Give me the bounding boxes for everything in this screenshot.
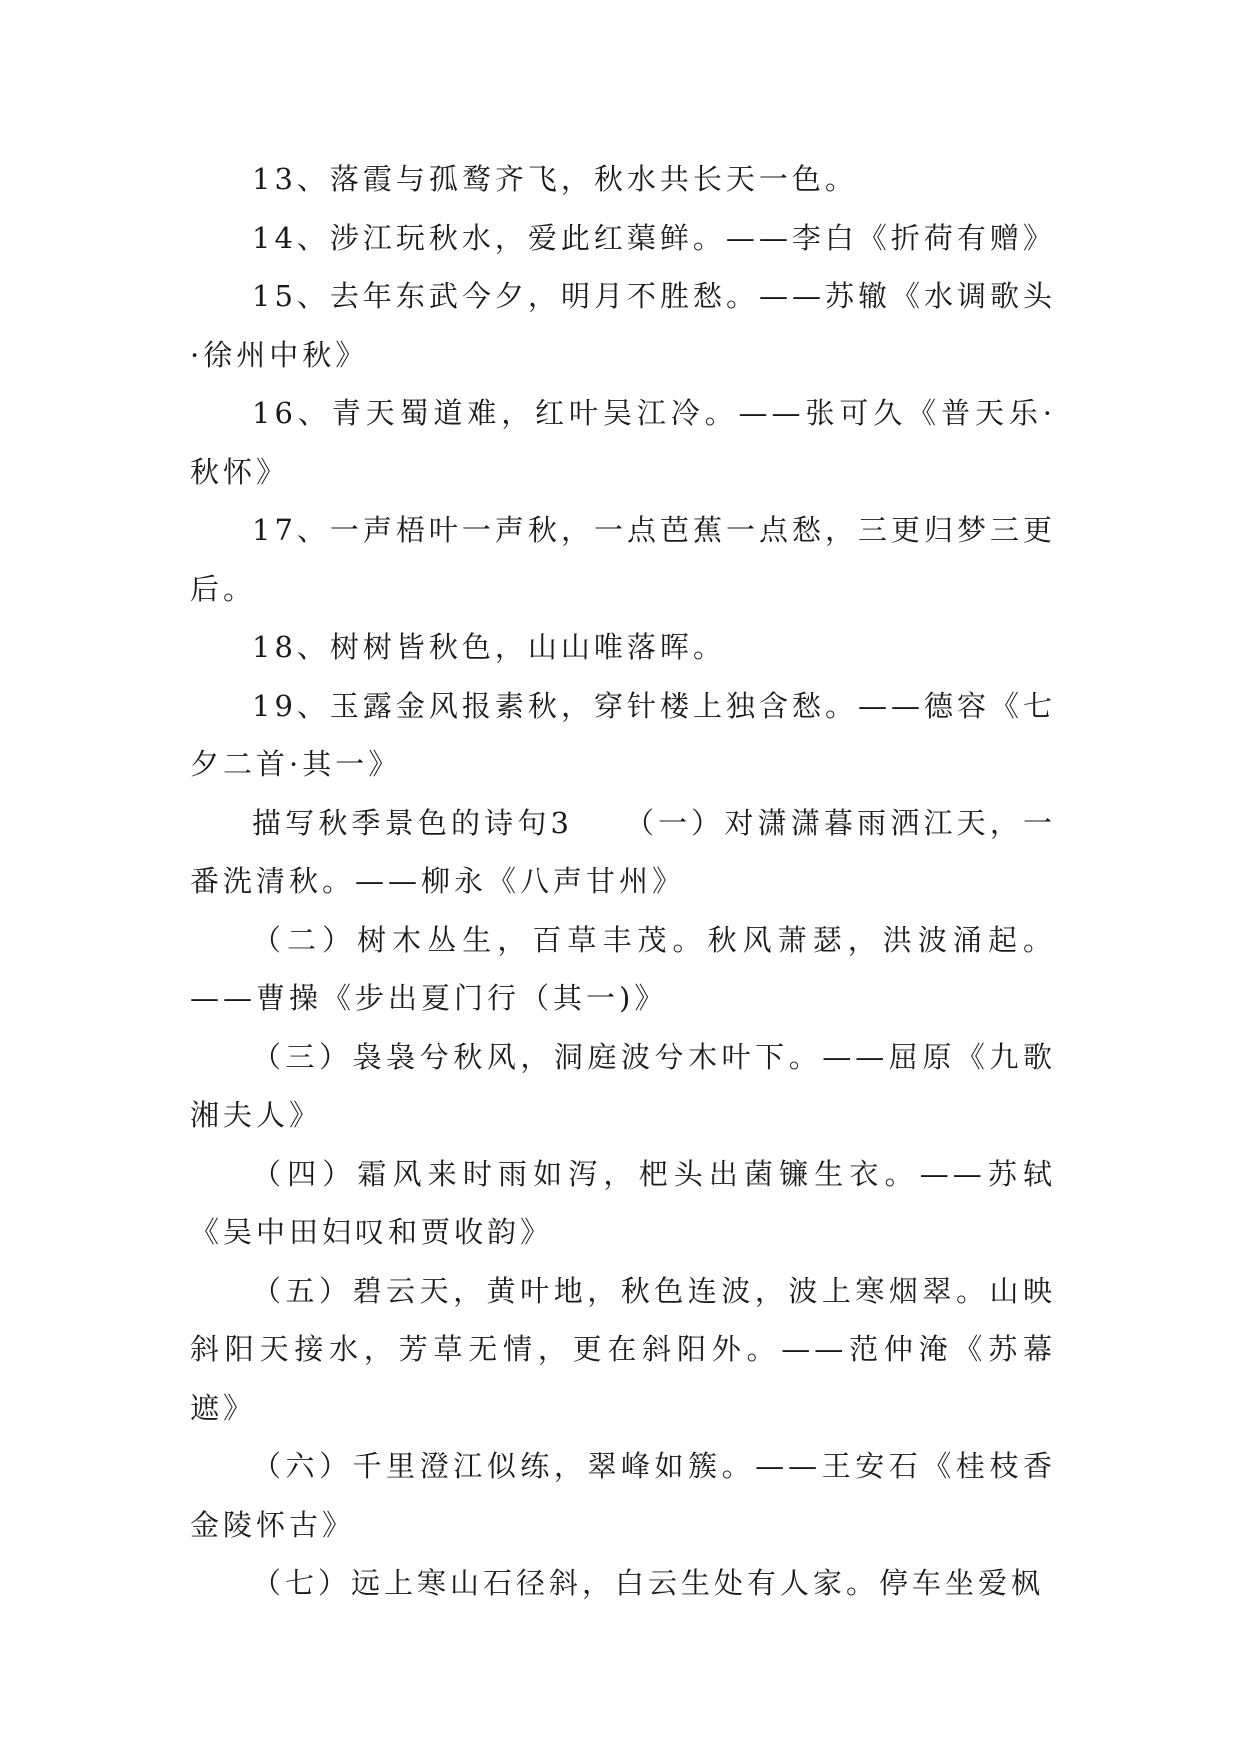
poem-line-3: （三）袅袅兮秋风，洞庭波兮木叶下。——屈原《九歌湘夫人》 — [190, 1039, 1056, 1132]
poem-line-18: 18、树树皆秋色，山山唯落晖。 — [252, 630, 726, 664]
poem-line-2: （二）树木丛生，百草丰茂。秋风萧瑟，洪波涌起。——曹操《步出夏门行（其一)》 — [190, 922, 1056, 1015]
poem-line-17: 17、一声梧叶一声秋，一点芭蕉一点愁，三更归梦三更后。 — [190, 513, 1056, 606]
poem-line-6: （六）千里澄江似练，翠峰如簇。——王安石《桂枝香金陵怀古》 — [190, 1449, 1056, 1542]
poem-line-7: （七）远上寒山石径斜，白云生处有人家。停车坐爱枫 — [252, 1566, 1045, 1600]
document-body — [190, 150, 1056, 1613]
poem-line-13: 13、落霞与孤鹜齐飞，秋水共长天一色。 — [252, 162, 858, 196]
poem-line-15: 15、去年东武今夕，明月不胜愁。——苏辙《水调歌头·徐州中秋》 — [190, 279, 1056, 372]
poem-line-19: 19、玉露金风报素秋，穿针楼上独含愁。——德容《七夕二首·其一》 — [190, 688, 1056, 781]
poem-line-4: （四）霜风来时雨如泻，杷头出菌镰生衣。——苏轼《吴中田妇叹和贾收韵》 — [190, 1156, 1056, 1249]
poem-line-14: 14、涉江玩秋水，爱此红蕖鲜。——李白《折荷有赠》 — [252, 220, 1056, 255]
poem-line-5: （五）碧云天，黄叶地，秋色连波，波上寒烟翠。山映斜阳天接水，芳草无情，更在斜阳外。——范仲淹《苏幕遮》 — [190, 1273, 1056, 1425]
poem-line-16: 16、青天蜀道难，红叶吴江冷。——张可久《普天乐·秋怀》 — [190, 396, 1056, 489]
section-heading-poem-1: 描写秋季景色的诗句3 （一）对潇潇暮雨洒江天，一番洗清秋。——柳永《八声甘州》 — [190, 805, 1056, 898]
